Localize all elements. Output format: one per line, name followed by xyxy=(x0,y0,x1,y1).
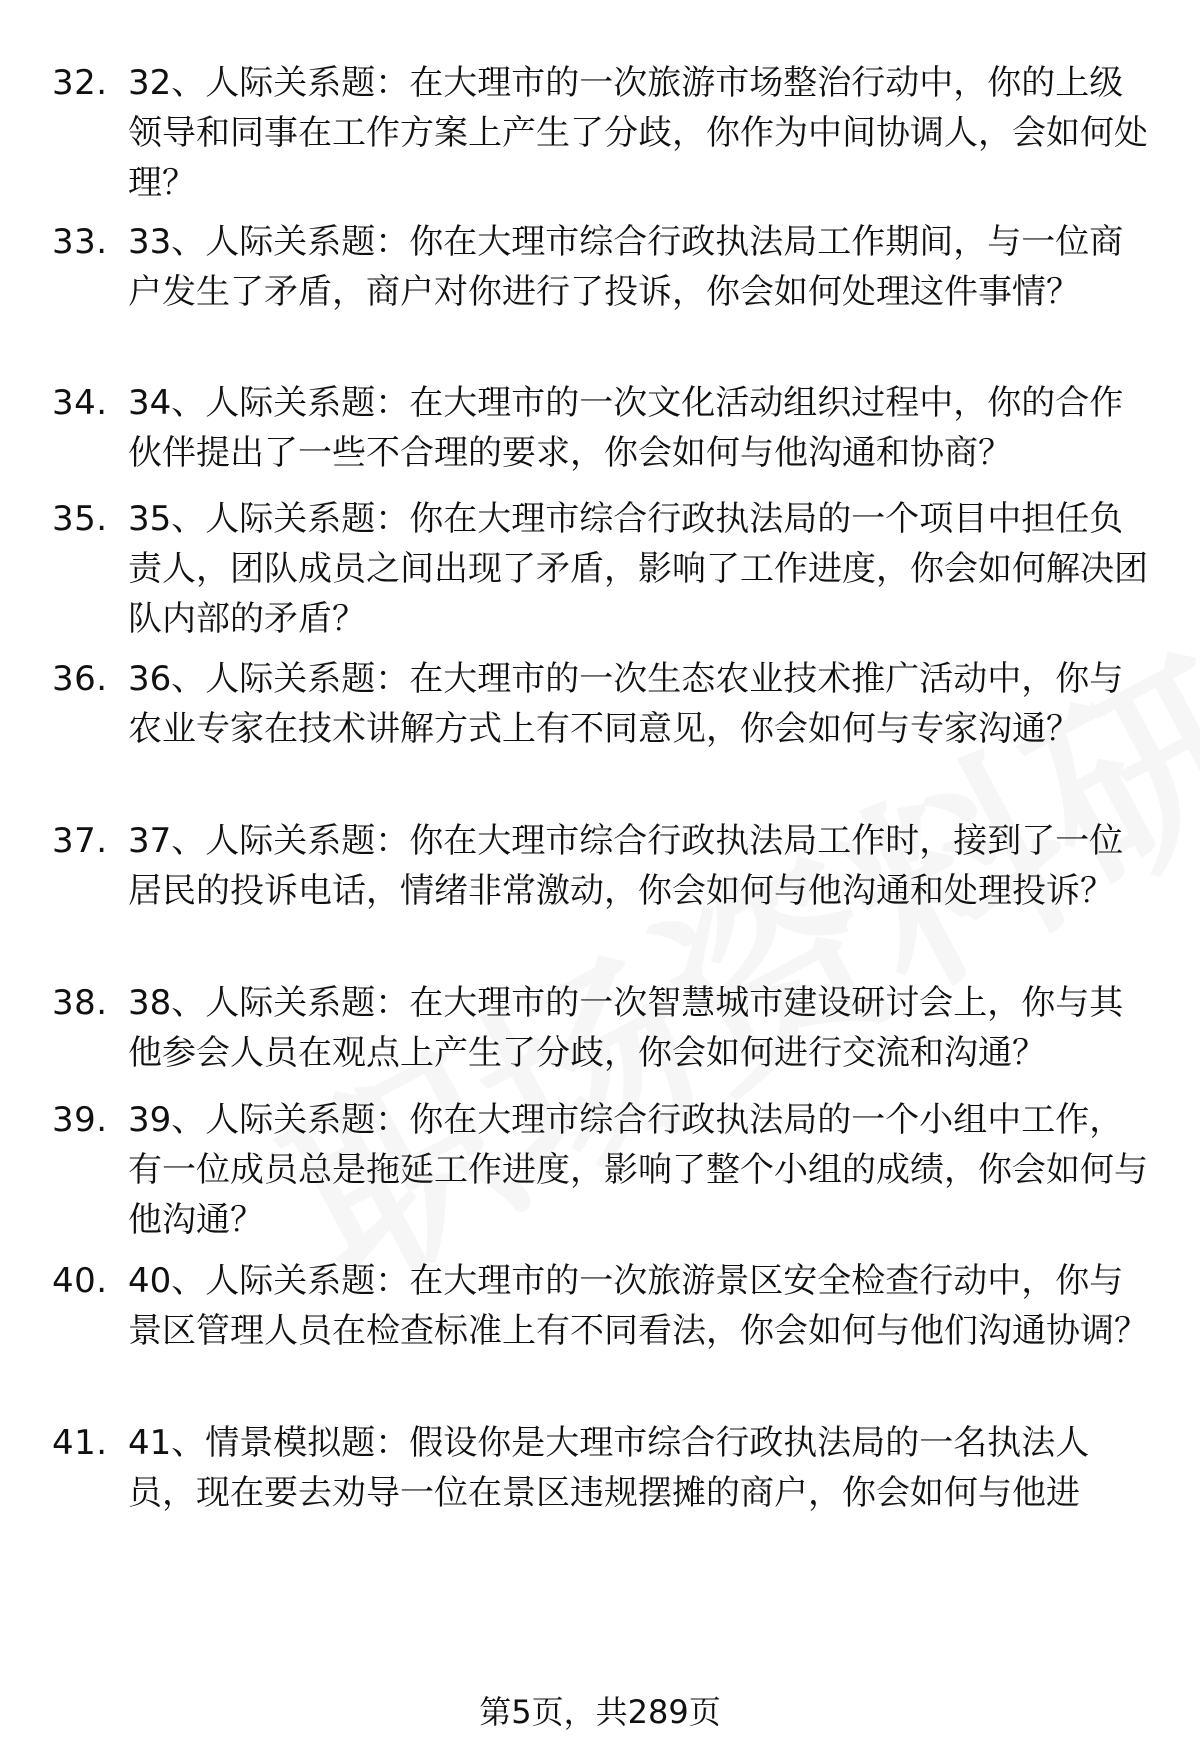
question-text: 33、人际关系题：你在大理市综合行政执法局工作期间，与一位商户发生了矛盾，商户对你进行了投诉，你会如何处理这件事情？ xyxy=(128,222,1124,312)
question-text: 40、人际关系题：在大理市的一次旅游景区安全检查行动中，你与景区管理人员在检查标准上有不同看法，你会如何与他们沟通协调？ xyxy=(128,1261,1148,1351)
question-item xyxy=(0,816,1200,966)
question-number: 33. xyxy=(52,222,108,262)
question-number: 38. xyxy=(52,983,108,1023)
question-item xyxy=(0,1256,1200,1406)
question-number: 36. xyxy=(52,659,108,699)
question-text: 36、人际关系题：在大理市的一次生态农业技术推广活动中，你与农业专家在技术讲解方式上有不同意见，你会如何与专家沟通？ xyxy=(128,659,1124,749)
question-text: 39、人际关系题：你在大理市综合行政执法局的一个小组中工作，有一位成员总是拖延工作进度，影响了整个小组的成绩，你会如何与他沟通？ xyxy=(128,1100,1148,1240)
question-text: 35、人际关系题：你在大理市综合行政执法局的一个项目中担任负责人，团队成员之间出现了矛盾，影响了工作进度，你会如何解决团队内部的矛盾？ xyxy=(128,499,1148,639)
question-number: 35. xyxy=(52,499,108,539)
question-number: 41. xyxy=(52,1423,108,1463)
question-text: 32、人际关系题：在大理市的一次旅游市场整治行动中，你的上级领导和同事在工作方案上产生了分歧，你作为中间协调人，会如何处理？ xyxy=(128,63,1148,203)
question-text: 37、人际关系题：你在大理市综合行政执法局工作时，接到了一位居民的投诉电话，情绪非常激动，你会如何与他沟通和处理投诉？ xyxy=(128,821,1124,911)
question-item xyxy=(0,58,1200,208)
question-item xyxy=(0,217,1200,367)
question-number: 37. xyxy=(52,821,108,861)
question-item xyxy=(0,1418,1200,1568)
question-number: 34. xyxy=(52,383,108,423)
question-text: 38、人际关系题：在大理市的一次智慧城市建设研讨会上，你与其他参会人员在观点上产生了分歧，你会如何进行交流和沟通？ xyxy=(128,983,1124,1073)
question-number: 40. xyxy=(52,1261,108,1301)
page-footer: 第5页，共289页 xyxy=(479,1693,721,1731)
question-item xyxy=(0,1095,1200,1245)
question-number: 39. xyxy=(52,1100,108,1140)
question-text: 41、情景模拟题：假设你是大理市综合行政执法局的一名执法人员，现在要去劝导一位在景区违规摆摊的商户，你会如何与他进 xyxy=(128,1423,1090,1513)
question-text: 34、人际关系题：在大理市的一次文化活动组织过程中，你的合作伙伴提出了一些不合理的要求，你会如何与他沟通和协商？ xyxy=(128,383,1124,473)
question-item xyxy=(0,494,1200,644)
question-number: 32. xyxy=(52,63,108,103)
question-item xyxy=(0,654,1200,804)
